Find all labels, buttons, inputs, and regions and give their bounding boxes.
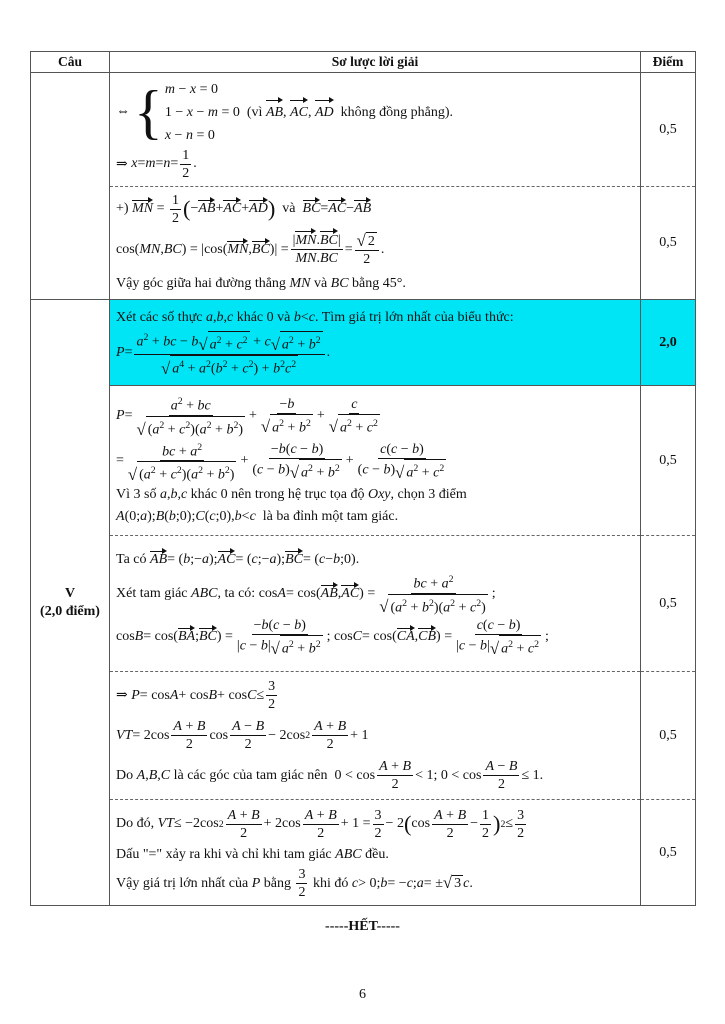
question-label: V [64, 585, 76, 601]
table-row [31, 536, 696, 672]
solution-table [30, 51, 696, 906]
score-cell-total: 2,0 [641, 300, 696, 386]
table-header-row [31, 52, 696, 73]
score-cell: 0,5 [641, 386, 696, 536]
problem-cell: Xét các số thực a , b , c khác 0 và b < c . Tìm giá trị lớn nhất của biểu thức: P = $a^2$ + bc − b √ $a^2 + c^2$ + c √ $a^2 + b^2$ √ $a^4 + a^2(b^2 + c^2) + b^2c^2$ . [110, 300, 641, 386]
table-row [31, 800, 696, 906]
table-row [31, 73, 696, 187]
solution-cell: P = $a^2$ + bc √ $(a^2 + c^2)(a^2 + b^2)$ + −b √ $a^2 + b^2$ + c √ $a^2 + c^2$ = bc + $a^2$ √ $(a^2 + c^2)(a^2 + b^2)$ + −b(c − b) (c − b) √ $a^2 + b^2$ + c(c − b) (c − b) √ $a^2 + c^2$ Vì 3 số a , b , c khác 0 nên trong hệ trục tọa độ Oxy , chọn 3 điểm A (0; a ); B ( b ;0); C ( c ;0), b < c là ba đỉnh một tam giác. [110, 386, 641, 536]
header-score: Điểm [641, 52, 696, 73]
solution-cell: +) MN = $\frac{1}{2}$ ( − AB + AC + AD ) và BC = AC − AB cos( MN , BC ) = |cos( MN , BC )| = $\frac{|MN.BC|}{MN.BC}$ = √ 2 2 . Vậy góc giữa hai đường thẳng MN và BC bằng 45°. [110, 187, 641, 300]
header-question: Câu [31, 52, 110, 73]
score-cell: 0,5 [641, 672, 696, 800]
page-number: 6 [359, 987, 366, 1002]
table-row [31, 386, 696, 536]
table-row-problem [31, 300, 696, 386]
score-cell: 0,5 [641, 800, 696, 906]
solution-cell: Do đó, VT ≤ −2cos 2 $\frac{A + B}{2}$ + 2cos $\frac{A + B}{2}$ + 1 = $\frac{3}{2}$ − 2 ( cos $\frac{A + B}{2}$ − $\frac{1}{2}$ ) 2 ≤ $\frac{3}{2}$ Dấu "=" xảy ra khi và chỉ khi tam giác ABC đều. Vậy giá trị lớn nhất của P bằng $\frac{3}{2}$ khi đó c > 0; b = − c ; a = ± √ 3 c . [110, 800, 641, 906]
solution-cell: ⇔ { m − x = 0 1 − x − m = 0 (vì AB, AC, AD không đồng phẳng). x − n = 0 ⇒ x = m = n = $\frac{1}{2}$ . [110, 73, 641, 187]
table-row [31, 187, 696, 300]
score-cell: 0,5 [641, 536, 696, 672]
score-cell: 0,5 [641, 73, 696, 187]
question-cell [31, 300, 110, 906]
table-row [31, 672, 696, 800]
header-solution: Sơ lược lời giải [110, 52, 641, 73]
question-cell-prev [31, 73, 110, 300]
solution-cell: ⇒ P = cos A + cos B + cos C ≤ $\frac{3}{2}$ VT = 2cos $\frac{A + B}{2}$ cos $\frac{A - B}{2}$ − 2cos 2 $\frac{A + B}{2}$ + 1 Do A , B , C là các góc của tam giác nên 0 < cos $\frac{A + B}{2}$ < 1; 0 < cos $\frac{A - B}{2}$ ≤ 1. [110, 672, 641, 800]
score-cell: 0,5 [641, 187, 696, 300]
end-mark: -----HẾT----- [325, 919, 400, 934]
question-points: (2,0 điểm) [40, 603, 100, 619]
solution-cell: Ta có AB = ( b ;− a ); AC = ( c ;− a ); BC = ( c − b ;0). Xét tam giác ABC , ta có: cos A = cos( AB , AC ) = bc + $a^2$ √ $(a^2 + b^2)(a^2 + c^2)$ ; cos B = cos( BA ; BC ) = −b(c − b) |c − b| √ $a^2 + b^2$ ; cos C = cos( CA , CB ) = c(c − b) |c − b| √ $a^2 + c^2$ ; [110, 536, 641, 672]
